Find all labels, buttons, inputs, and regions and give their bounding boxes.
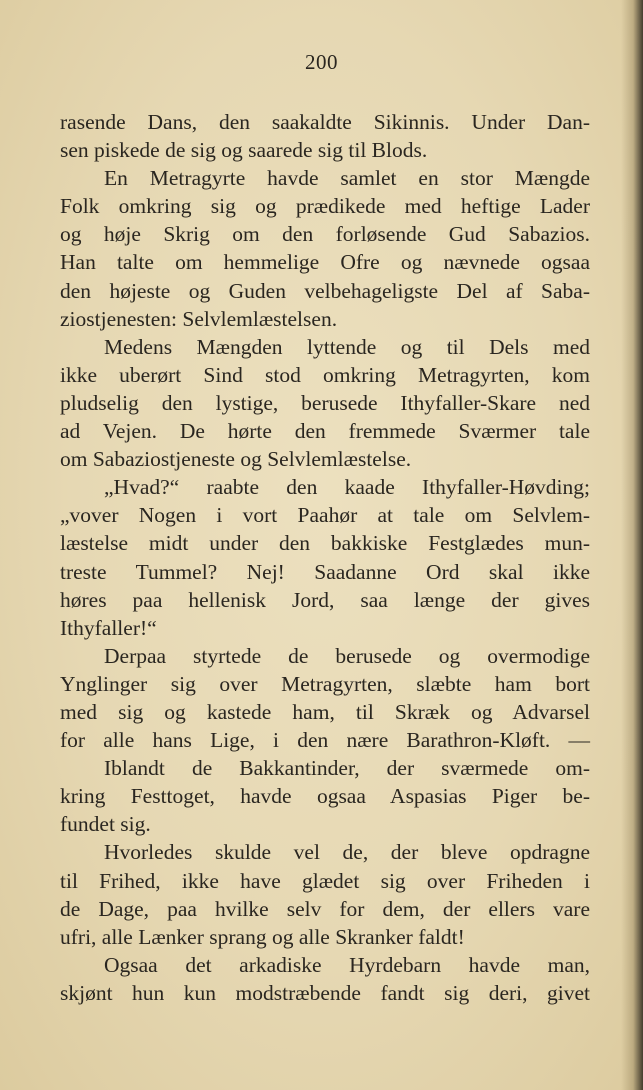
text-line: treste Tummel? Nej! Saadanne Ord skal ikke	[60, 559, 590, 584]
text-line: for alle hans Lige, i den nære Barathron-Kløft. —	[60, 728, 590, 753]
text-line: Ithyfaller!“	[60, 615, 157, 640]
text-line: kring Festtoget, havde ogsaa Aspasias Piger be-	[60, 784, 590, 809]
text-line: ufri, alle Lænker sprang og alle Skranker faldt!	[60, 924, 465, 949]
text-line: „Hvad?“ raabte den kaade Ithyfaller-Høvding;	[104, 475, 590, 500]
text-line: Hvorledes skulde vel de, der bleve opdragne	[104, 840, 590, 865]
text-line: ikke uberørt Sind stod omkring Metragyrten, kom	[60, 362, 590, 387]
text-line: rasende Dans, den saakaldte Sikinnis. Under Dan-	[60, 110, 590, 134]
text-line: de Dage, paa hvilke selv for dem, der ellers vare	[60, 896, 590, 921]
text-line: Derpaa styrtede de berusede og overmodige	[104, 643, 590, 668]
text-line: Iblandt de Bakkantinder, der sværmede om-	[104, 756, 590, 781]
text-line: pludselig den lystige, berusede Ithyfaller-Skare ned	[60, 390, 590, 415]
text-line: En Metragyrte havde samlet en stor Mængde	[104, 166, 590, 191]
text-line: Han talte om hemmelige Ofre og nævnede ogsaa	[60, 250, 590, 275]
text-line: Medens Mængden lyttende og til Dels med	[104, 334, 590, 359]
text-line: høres paa hellenisk Jord, saa længe der gives	[60, 587, 590, 612]
text-line: sen piskede de sig og saarede sig til Blods.	[60, 138, 428, 163]
text-line: ziostjenesten: Selvlemlæstelsen.	[60, 306, 338, 331]
text-line: Ynglinger sig over Metragyrten, slæbte ham bort	[60, 671, 590, 696]
text-line: „vover Nogen i vort Paahør at tale om Selvlem-	[60, 503, 590, 528]
text-line: og høje Skrig om den forløsende Gud Sabazios.	[60, 222, 590, 247]
page-spine-shadow	[621, 0, 643, 1090]
text-line: til Frihed, ikke have glædet sig over Friheden i	[60, 868, 590, 893]
text-line: skjønt hun kun modstræbende fandt sig deri, givet	[60, 980, 590, 1005]
body-text	[60, 108, 590, 1007]
text-line: med sig og kastede ham, til Skræk og Advarsel	[60, 699, 590, 724]
text-line: læstelse midt under den bakkiske Festglædes mun-	[60, 531, 590, 556]
page-number: 200	[305, 50, 338, 74]
text-line: fundet sig.	[60, 812, 151, 837]
text-line: ad Vejen. De hørte den fremmede Sværmer tale	[60, 419, 590, 444]
text-line: Ogsaa det arkadiske Hyrdebarn havde man,	[104, 952, 590, 977]
text-line: Folk omkring sig og prædikede med heftige Lader	[60, 194, 590, 219]
text-line: den højeste og Guden velbehageligste Del af Saba-	[60, 278, 590, 303]
text-line: om Sabaziostjeneste og Selvlemlæstelse.	[60, 447, 412, 472]
